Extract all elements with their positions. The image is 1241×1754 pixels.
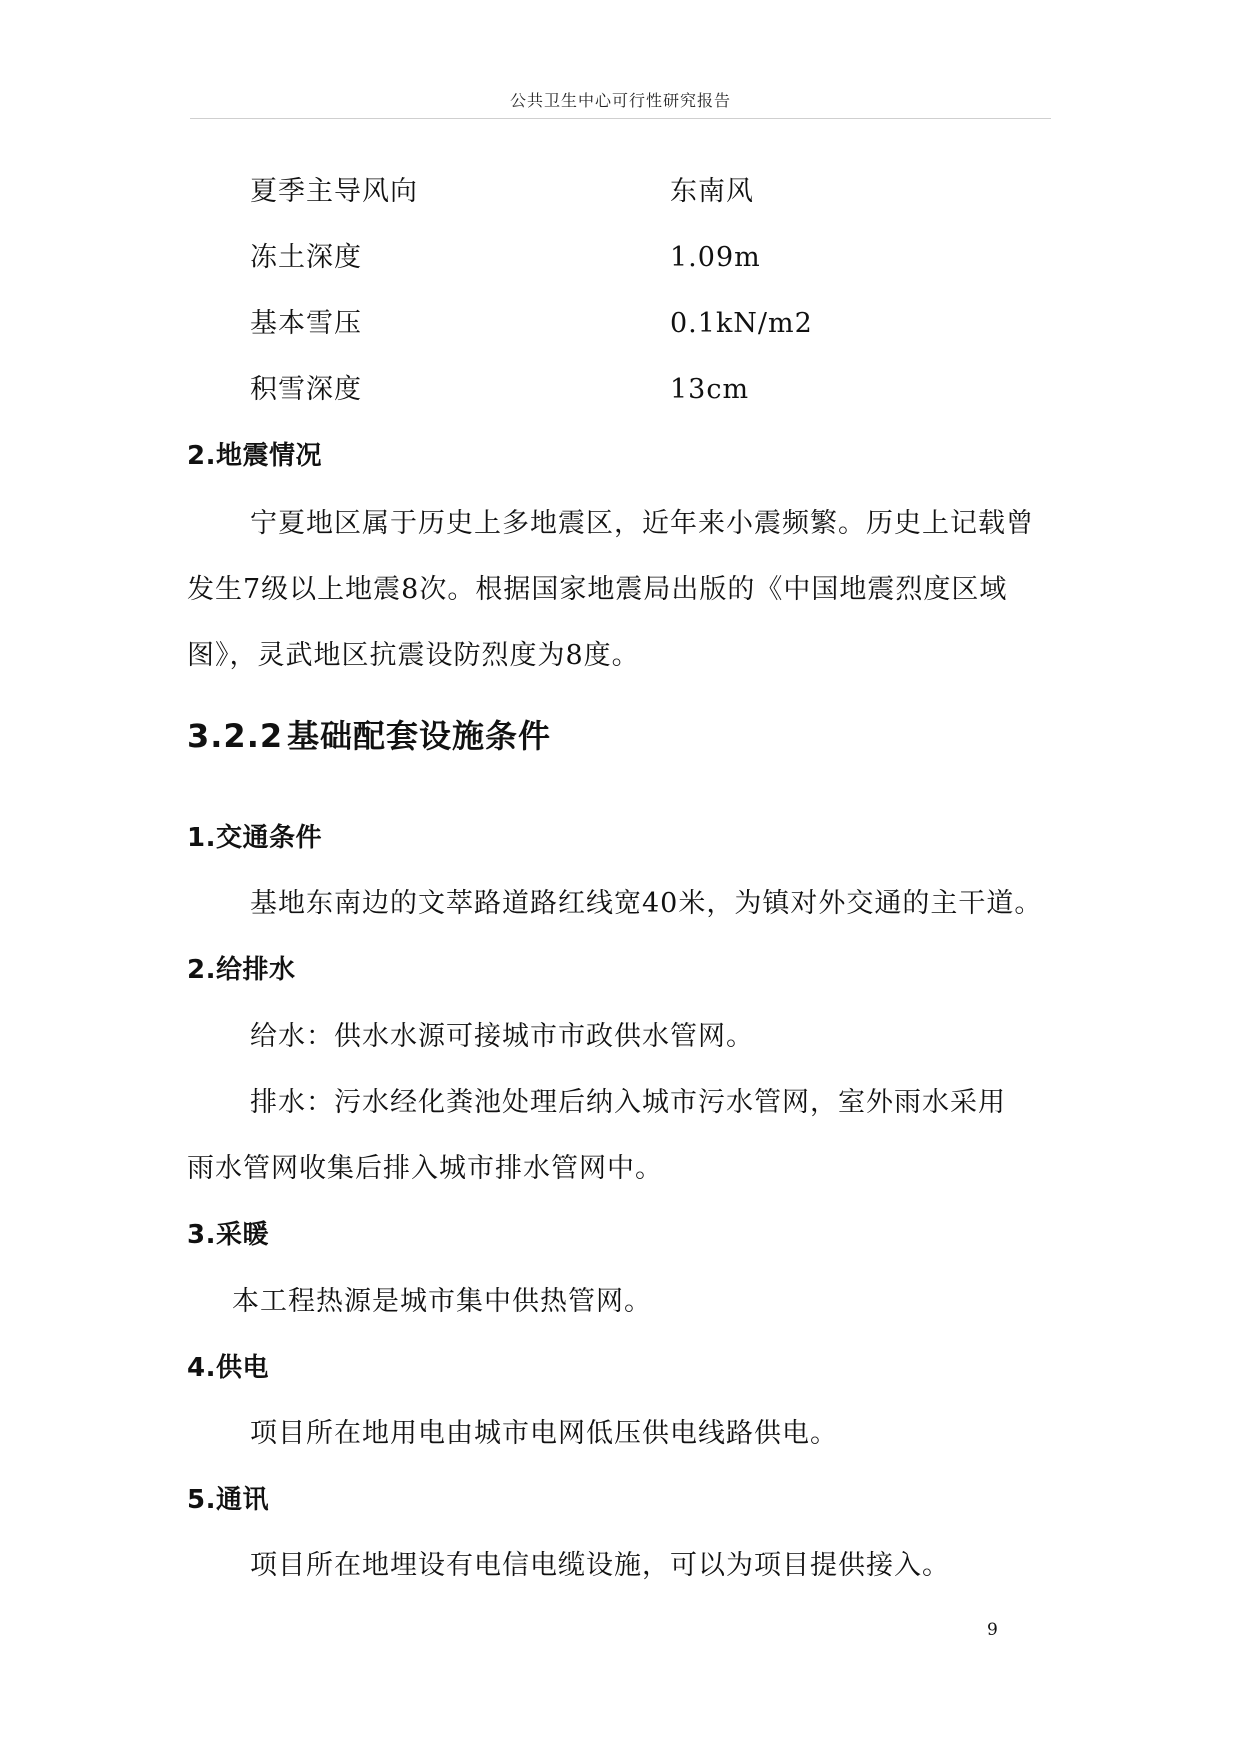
heating-heading: 3.采暖: [187, 1220, 269, 1250]
telecom-text: 项目所在地埋设有电信电缆设施，可以为项目提供接入。: [250, 1550, 950, 1581]
transport-heading: 1.交通条件: [187, 823, 322, 853]
telecom-heading: 5.通讯: [187, 1485, 269, 1515]
earthquake-heading: 2.地震情况: [187, 441, 322, 471]
param-name: 基本雪压: [250, 308, 362, 339]
param-name: 积雪深度: [250, 374, 362, 405]
transport-text: 基地东南边的文萃路道路红线宽40米，为镇对外交通的主干道。: [250, 888, 1043, 919]
earthquake-text-line: 发生7级以上地震8次。根据国家地震局出版的《中国地震烈度区域: [187, 574, 1008, 605]
section-title: 基础配套设施条件: [287, 717, 552, 755]
water-supply-text: 给水：供水水源可接城市市政供水管网。: [250, 1021, 754, 1052]
param-value: 1.09m: [670, 242, 761, 273]
earthquake-text-line: 宁夏地区属于历史上多地震区，近年来小震频繁。历史上记载曾: [250, 508, 1034, 539]
section-number: 3.2.2: [187, 717, 284, 755]
page-number: 9: [987, 1620, 998, 1640]
heating-text: 本工程热源是城市集中供热管网。: [232, 1286, 652, 1317]
water-heading: 2.给排水: [187, 955, 296, 985]
param-value: 0.1kN/m2: [670, 308, 813, 339]
section-heading: [187, 714, 551, 758]
earthquake-text-line: 图》，灵武地区抗震设防烈度为8度。: [187, 640, 640, 671]
param-name: 夏季主导风向: [250, 176, 418, 207]
power-text: 项目所在地用电由城市电网低压供电线路供电。: [250, 1418, 838, 1449]
header-divider: [190, 118, 1051, 119]
param-name: 冻土深度: [250, 242, 362, 273]
water-drain-text: 排水：污水经化粪池处理后纳入城市污水管网，室外雨水采用: [250, 1087, 1006, 1118]
water-drain-text: 雨水管网收集后排入城市排水管网中。: [187, 1153, 663, 1184]
running-header: 公共卫生中心可行性研究报告: [509, 91, 731, 110]
param-value: 13cm: [670, 374, 750, 405]
param-value: 东南风: [670, 176, 754, 207]
power-heading: 4.供电: [187, 1353, 269, 1383]
